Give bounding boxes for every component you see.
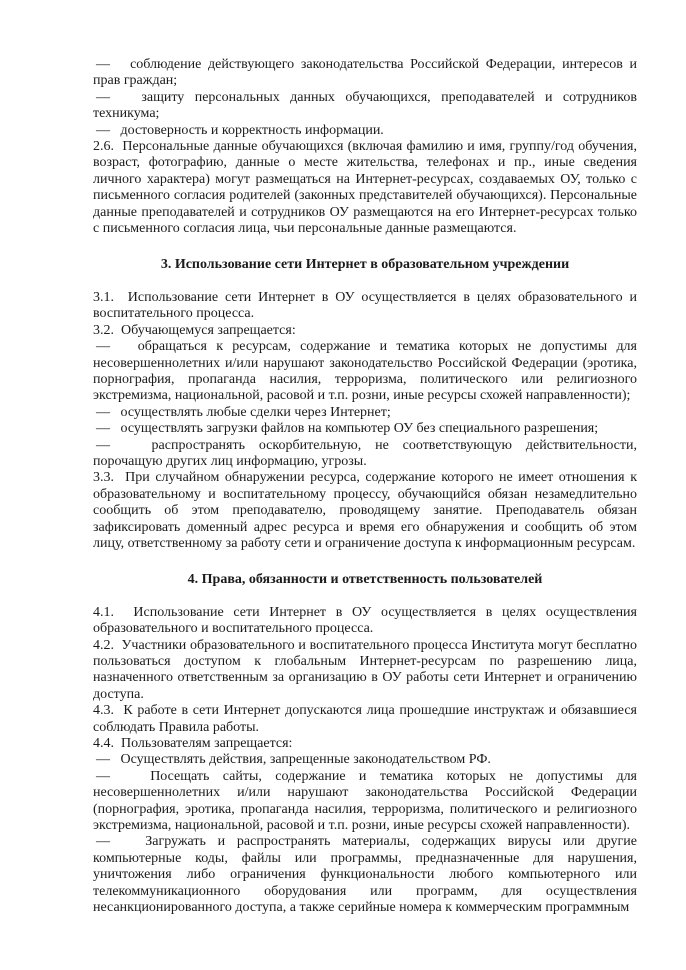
policy-list-item-no-defamation: — распространять оскорбительную, не соответствующую действительности, порочащую других лиц информацию, угрозы. — [93, 437, 637, 469]
policy-list-item-information-accuracy: — достоверность и корректность информации. — [96, 122, 384, 138]
policy-list-item-law-compliance: — соблюдение действующего законодательства Российской Федерации, интересов и прав граждан; — [93, 57, 637, 89]
policy-list-item-no-illegal-actions: — Осуществлять действия, запрещенные законодательством РФ. — [96, 752, 491, 768]
policy-paragraph-3-2: 3.2. Обучающемуся запрещается: — [93, 322, 296, 338]
policy-paragraph-2-6: 2.6. Персональные данные обучающихся (включая фамилию и имя, группу/год обучения, возраст, фотографию, данные о месте жительства, телефонах и пр., иные сведения личного характера) могут размещаться на Интернет-ресурсах, создаваемых ОУ, только с письменного согласия родителей (законных представителей обучающихся). Персональные данные преподавателей и сотрудников ОУ размещаются на его Интернет-ресурсах только с письменного согласия лица, чьи персональные данные размещаются. — [93, 139, 637, 237]
policy-list-item-no-deals: — осуществлять любые сделки через Интернет; — [96, 404, 391, 420]
policy-list-item-no-forbidden-sites: — Посещать сайты, содержание и тематика которых не допустимы для несовершеннолетних и/или нарушают законодательства Российской Федерации (порнография, эротика, пропаганда насилия, терроризма, политического и религиозного экстремизма, национальной, расовой и т.п. розни, иные ресурсы схожей направленности). — [93, 768, 637, 834]
policy-list-item-forbidden-resources: — обращаться к ресурсам, содержание и тематика которых не допустимы для несовершеннолетних и/или нарушают законодательство Российской Федерации (эротика, порнография, пропаганда насилия, терроризма, политического или религиозного экстремизма, национальной, расовой и т.п. розни, иные ресурсы схожей направленности); — [93, 339, 637, 404]
policy-paragraph-3-3: 3.3. При случайном обнаружении ресурса, содержание которого не имеет отношения к образовательному и воспитательному процессу, обучающийся обязан незамедлительно сообщить об этом преподавателю, проводящему занятие. Преподаватель обязан зафиксировать доменный адрес ресурса и время его обнаружения и сообщить об этом лицу, ответственному за работу сети и ограничение доступа к информационным ресурсам. — [93, 470, 637, 551]
section-3-heading: 3. Использование сети Интернет в образовательном учреждении — [160, 257, 570, 273]
policy-paragraph-4-3: 4.3. К работе в сети Интернет допускаются лица прошедшие инструктаж и обязавшиеся соблюдать Правила работы. — [93, 703, 637, 735]
policy-paragraph-4-2: 4.2. Участники образовательного и воспитательного процесса Института могут бесплатно пользоваться доступом к глобальным Интернет-ресурсам по разрешению лица, назначенного ответственным за организацию в ОУ работы сети Интернет и ограничению доступа. — [93, 637, 637, 702]
policy-paragraph-4-1: 4.1. Использование сети Интернет в ОУ осуществляется в целях осуществления образовательного и воспитательного процесса. — [93, 604, 637, 637]
policy-paragraph-3-1: 3.1. Использование сети Интернет в ОУ осуществляется в целях образовательного и воспитательного процесса. — [93, 289, 637, 322]
section-4-heading: 4. Права, обязанности и ответственность пользователей — [187, 572, 543, 588]
policy-list-item-no-malware: — Загружать и распространять материалы, содержащих вирусы или другие компьютерные коды, файлы или программы, предназначенные для нарушения, уничтожения либо ограничения функциональности любого компьютерного или телекоммуникационного оборудования или программ, для осуществления несанкционированного доступа, а также серийные номера к коммерческим программным — [93, 834, 637, 916]
policy-list-item-personal-data-protection: — защиту персональных данных обучающихся, преподавателей и сотрудников техникума; — [93, 89, 637, 122]
policy-paragraph-4-4: 4.4. Пользователям запрещается: — [93, 736, 293, 752]
policy-list-item-no-downloads: — осуществлять загрузки файлов на компьютер ОУ без специального разрешения; — [96, 421, 599, 437]
